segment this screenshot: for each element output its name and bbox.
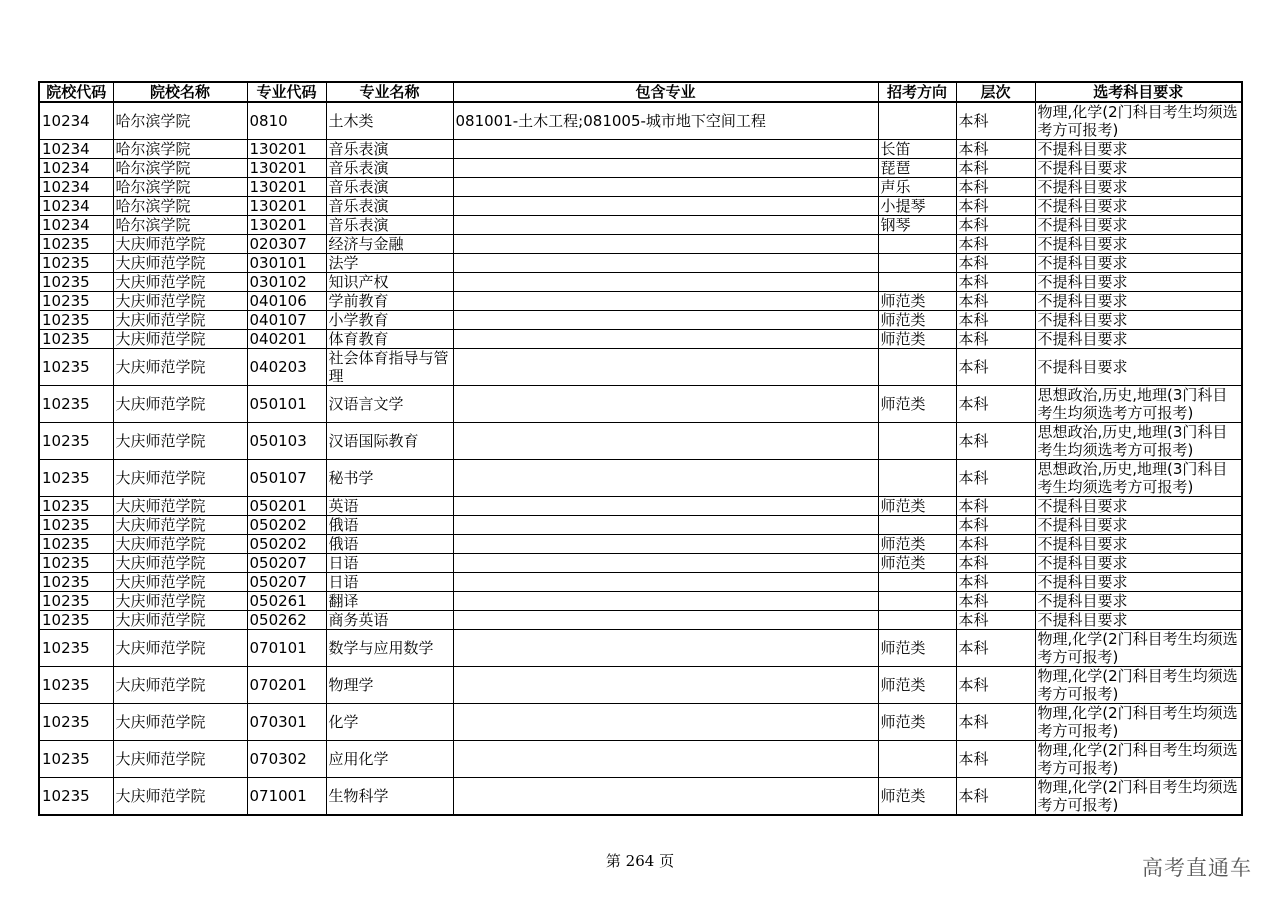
table-row: [39, 592, 1242, 611]
cell-major-code: 030101: [247, 254, 326, 273]
cell-school-name: 大庆师范学院: [113, 386, 247, 423]
table-body: [39, 102, 1242, 815]
cell-major-code: 070201: [247, 667, 326, 704]
cell-direction: 师范类: [878, 704, 956, 741]
cell-major-code: 030102: [247, 273, 326, 292]
cell-level: 本科: [956, 592, 1035, 611]
cell-school-name: 哈尔滨学院: [113, 140, 247, 159]
table-row: [39, 349, 1242, 386]
cell-direction: 师范类: [878, 667, 956, 704]
cell-school-name: 哈尔滨学院: [113, 197, 247, 216]
cell-included-majors: [453, 554, 878, 573]
cell-subject-requirement: 不提科目要求: [1035, 554, 1242, 573]
cell-subject-requirement: 不提科目要求: [1035, 330, 1242, 349]
table-header-row: [39, 82, 1242, 102]
cell-major-name: 知识产权: [326, 273, 453, 292]
cell-included-majors: [453, 159, 878, 178]
cell-subject-requirement: 不提科目要求: [1035, 497, 1242, 516]
cell-level: 本科: [956, 159, 1035, 178]
cell-major-name: 日语: [326, 573, 453, 592]
cell-included-majors: [453, 386, 878, 423]
cell-major-code: 070301: [247, 704, 326, 741]
cell-major-code: 071001: [247, 778, 326, 816]
cell-major-code: 050103: [247, 423, 326, 460]
cell-subject-requirement: 不提科目要求: [1035, 216, 1242, 235]
cell-school-name: 大庆师范学院: [113, 292, 247, 311]
table-row: [39, 611, 1242, 630]
cell-subject-requirement: 不提科目要求: [1035, 535, 1242, 554]
cell-major-code: 130201: [247, 178, 326, 197]
cell-major-name: 经济与金融: [326, 235, 453, 254]
cell-major-code: 040201: [247, 330, 326, 349]
cell-included-majors: [453, 704, 878, 741]
cell-school-name: 哈尔滨学院: [113, 216, 247, 235]
cell-level: 本科: [956, 554, 1035, 573]
cell-school-name: 大庆师范学院: [113, 330, 247, 349]
cell-level: 本科: [956, 386, 1035, 423]
watermark-text: 高考直通车: [1142, 856, 1252, 880]
cell-included-majors: [453, 235, 878, 254]
cell-direction: 长笛: [878, 140, 956, 159]
cell-major-name: 土木类: [326, 102, 453, 140]
cell-level: 本科: [956, 102, 1035, 140]
cell-school-name: 大庆师范学院: [113, 254, 247, 273]
cell-subject-requirement: 不提科目要求: [1035, 573, 1242, 592]
cell-school-code: 10235: [39, 535, 113, 554]
cell-subject-requirement: 不提科目要求: [1035, 197, 1242, 216]
table-row: [39, 778, 1242, 816]
cell-subject-requirement: 思想政治,历史,地理(3门科目考生均须选考方可报考): [1035, 460, 1242, 497]
cell-direction: 师范类: [878, 778, 956, 816]
cell-included-majors: [453, 741, 878, 778]
cell-major-code: 050262: [247, 611, 326, 630]
cell-major-code: 130201: [247, 140, 326, 159]
cell-direction: [878, 592, 956, 611]
cell-school-code: 10235: [39, 235, 113, 254]
cell-school-name: 大庆师范学院: [113, 497, 247, 516]
cell-subject-requirement: 不提科目要求: [1035, 311, 1242, 330]
cell-school-name: 大庆师范学院: [113, 592, 247, 611]
cell-school-code: 10235: [39, 423, 113, 460]
table-row: [39, 573, 1242, 592]
cell-level: 本科: [956, 741, 1035, 778]
cell-school-name: 大庆师范学院: [113, 611, 247, 630]
table-row: [39, 292, 1242, 311]
table-row: [39, 516, 1242, 535]
cell-included-majors: [453, 535, 878, 554]
cell-included-majors: [453, 178, 878, 197]
table-row: [39, 386, 1242, 423]
cell-level: 本科: [956, 611, 1035, 630]
cell-level: 本科: [956, 516, 1035, 535]
cell-included-majors: [453, 254, 878, 273]
header-col-direction: 招考方向: [878, 82, 956, 102]
cell-major-name: 音乐表演: [326, 159, 453, 178]
header-col-school-code: 院校代码: [39, 82, 113, 102]
cell-direction: 师范类: [878, 554, 956, 573]
cell-subject-requirement: 不提科目要求: [1035, 273, 1242, 292]
header-col-school-name: 院校名称: [113, 82, 247, 102]
cell-school-code: 10234: [39, 178, 113, 197]
cell-major-name: 体育教育: [326, 330, 453, 349]
cell-major-name: 应用化学: [326, 741, 453, 778]
cell-school-name: 大庆师范学院: [113, 516, 247, 535]
header-col-included-majors: 包含专业: [453, 82, 878, 102]
cell-major-name: 秘书学: [326, 460, 453, 497]
cell-school-code: 10235: [39, 254, 113, 273]
cell-school-code: 10235: [39, 667, 113, 704]
cell-included-majors: [453, 349, 878, 386]
cell-school-name: 大庆师范学院: [113, 778, 247, 816]
cell-direction: 师范类: [878, 386, 956, 423]
cell-major-name: 音乐表演: [326, 140, 453, 159]
cell-included-majors: [453, 423, 878, 460]
cell-direction: [878, 573, 956, 592]
cell-school-code: 10234: [39, 197, 113, 216]
header-col-level: 层次: [956, 82, 1035, 102]
cell-subject-requirement: 物理,化学(2门科目考生均须选考方可报考): [1035, 741, 1242, 778]
cell-direction: [878, 460, 956, 497]
cell-subject-requirement: 物理,化学(2门科目考生均须选考方可报考): [1035, 630, 1242, 667]
cell-school-code: 10235: [39, 630, 113, 667]
cell-school-code: 10235: [39, 778, 113, 816]
table-row: [39, 254, 1242, 273]
cell-level: 本科: [956, 292, 1035, 311]
cell-level: 本科: [956, 197, 1035, 216]
cell-school-code: 10234: [39, 159, 113, 178]
cell-subject-requirement: 不提科目要求: [1035, 516, 1242, 535]
cell-school-code: 10235: [39, 704, 113, 741]
cell-major-name: 日语: [326, 554, 453, 573]
cell-school-code: 10235: [39, 611, 113, 630]
table-row: [39, 140, 1242, 159]
cell-major-code: 0810: [247, 102, 326, 140]
cell-subject-requirement: 不提科目要求: [1035, 592, 1242, 611]
cell-included-majors: [453, 497, 878, 516]
cell-direction: 师范类: [878, 330, 956, 349]
table-row: [39, 273, 1242, 292]
cell-major-code: 050201: [247, 497, 326, 516]
cell-school-name: 大庆师范学院: [113, 573, 247, 592]
cell-level: 本科: [956, 535, 1035, 554]
cell-direction: 师范类: [878, 497, 956, 516]
cell-major-code: 050202: [247, 516, 326, 535]
cell-level: 本科: [956, 423, 1035, 460]
cell-included-majors: [453, 573, 878, 592]
cell-major-name: 商务英语: [326, 611, 453, 630]
cell-school-code: 10235: [39, 349, 113, 386]
cell-direction: [878, 516, 956, 535]
cell-subject-requirement: 不提科目要求: [1035, 235, 1242, 254]
cell-school-code: 10235: [39, 741, 113, 778]
table-row: [39, 235, 1242, 254]
header-col-major-name: 专业名称: [326, 82, 453, 102]
cell-level: 本科: [956, 235, 1035, 254]
cell-subject-requirement: 不提科目要求: [1035, 349, 1242, 386]
cell-school-name: 大庆师范学院: [113, 704, 247, 741]
cell-subject-requirement: 物理,化学(2门科目考生均须选考方可报考): [1035, 667, 1242, 704]
cell-included-majors: [453, 216, 878, 235]
cell-included-majors: [453, 778, 878, 816]
cell-major-name: 社会体育指导与管理: [326, 349, 453, 386]
table-row: [39, 423, 1242, 460]
cell-direction: 师范类: [878, 292, 956, 311]
cell-included-majors: [453, 592, 878, 611]
cell-school-code: 10235: [39, 516, 113, 535]
cell-included-majors: [453, 140, 878, 159]
cell-major-code: 050202: [247, 535, 326, 554]
table-row: [39, 311, 1242, 330]
cell-direction: 小提琴: [878, 197, 956, 216]
cell-direction: 师范类: [878, 535, 956, 554]
cell-level: 本科: [956, 311, 1035, 330]
table-row: [39, 197, 1242, 216]
cell-included-majors: [453, 516, 878, 535]
table-row: [39, 102, 1242, 140]
cell-major-code: 040203: [247, 349, 326, 386]
table-row: [39, 741, 1242, 778]
cell-school-code: 10235: [39, 460, 113, 497]
cell-level: 本科: [956, 778, 1035, 816]
cell-school-code: 10235: [39, 554, 113, 573]
cell-school-code: 10235: [39, 292, 113, 311]
admission-table: [38, 81, 1243, 816]
cell-major-code: 050207: [247, 554, 326, 573]
cell-subject-requirement: 思想政治,历史,地理(3门科目考生均须选考方可报考): [1035, 423, 1242, 460]
cell-level: 本科: [956, 273, 1035, 292]
cell-school-name: 大庆师范学院: [113, 349, 247, 386]
cell-direction: 师范类: [878, 311, 956, 330]
cell-major-name: 化学: [326, 704, 453, 741]
cell-school-name: 大庆师范学院: [113, 667, 247, 704]
cell-major-name: 俄语: [326, 516, 453, 535]
cell-level: 本科: [956, 667, 1035, 704]
cell-major-name: 小学教育: [326, 311, 453, 330]
cell-subject-requirement: 不提科目要求: [1035, 178, 1242, 197]
cell-major-name: 音乐表演: [326, 178, 453, 197]
cell-school-code: 10235: [39, 573, 113, 592]
cell-major-code: 070302: [247, 741, 326, 778]
table-row: [39, 704, 1242, 741]
cell-direction: [878, 102, 956, 140]
cell-school-code: 10234: [39, 140, 113, 159]
cell-major-code: 130201: [247, 216, 326, 235]
cell-major-code: 040107: [247, 311, 326, 330]
cell-major-name: 汉语国际教育: [326, 423, 453, 460]
cell-direction: 琵琶: [878, 159, 956, 178]
cell-level: 本科: [956, 216, 1035, 235]
cell-school-code: 10235: [39, 330, 113, 349]
cell-major-name: 汉语言文学: [326, 386, 453, 423]
table-row: [39, 667, 1242, 704]
page-number: 第 264 页: [605, 852, 675, 870]
cell-direction: [878, 273, 956, 292]
cell-direction: [878, 349, 956, 386]
cell-level: 本科: [956, 254, 1035, 273]
cell-included-majors: [453, 273, 878, 292]
cell-level: 本科: [956, 630, 1035, 667]
cell-school-name: 大庆师范学院: [113, 311, 247, 330]
cell-major-name: 翻译: [326, 592, 453, 611]
cell-school-name: 大庆师范学院: [113, 741, 247, 778]
cell-direction: [878, 741, 956, 778]
header-col-major-code: 专业代码: [247, 82, 326, 102]
cell-included-majors: [453, 460, 878, 497]
cell-included-majors: [453, 311, 878, 330]
table-row: [39, 216, 1242, 235]
cell-school-code: 10235: [39, 497, 113, 516]
cell-included-majors: [453, 197, 878, 216]
cell-school-name: 大庆师范学院: [113, 235, 247, 254]
cell-level: 本科: [956, 178, 1035, 197]
cell-level: 本科: [956, 573, 1035, 592]
header-col-subject-requirement: 选考科目要求: [1035, 82, 1242, 102]
cell-major-code: 070101: [247, 630, 326, 667]
cell-major-code: 050101: [247, 386, 326, 423]
cell-level: 本科: [956, 704, 1035, 741]
cell-level: 本科: [956, 349, 1035, 386]
cell-major-name: 英语: [326, 497, 453, 516]
cell-major-code: 050107: [247, 460, 326, 497]
cell-major-code: 050261: [247, 592, 326, 611]
cell-school-name: 大庆师范学院: [113, 273, 247, 292]
cell-direction: 师范类: [878, 630, 956, 667]
cell-major-code: 130201: [247, 159, 326, 178]
cell-subject-requirement: 不提科目要求: [1035, 611, 1242, 630]
cell-school-name: 哈尔滨学院: [113, 178, 247, 197]
cell-level: 本科: [956, 330, 1035, 349]
cell-school-name: 大庆师范学院: [113, 535, 247, 554]
cell-included-majors: [453, 611, 878, 630]
cell-major-name: 生物科学: [326, 778, 453, 816]
cell-school-name: 哈尔滨学院: [113, 159, 247, 178]
cell-school-code: 10235: [39, 592, 113, 611]
cell-subject-requirement: 物理,化学(2门科目考生均须选考方可报考): [1035, 102, 1242, 140]
cell-school-name: 大庆师范学院: [113, 460, 247, 497]
cell-major-name: 学前教育: [326, 292, 453, 311]
cell-major-code: 050207: [247, 573, 326, 592]
cell-major-name: 数学与应用数学: [326, 630, 453, 667]
cell-school-code: 10234: [39, 102, 113, 140]
table-row: [39, 535, 1242, 554]
cell-major-name: 法学: [326, 254, 453, 273]
cell-major-name: 俄语: [326, 535, 453, 554]
cell-school-name: 大庆师范学院: [113, 423, 247, 460]
cell-level: 本科: [956, 140, 1035, 159]
cell-subject-requirement: 不提科目要求: [1035, 254, 1242, 273]
cell-major-name: 物理学: [326, 667, 453, 704]
cell-school-name: 哈尔滨学院: [113, 102, 247, 140]
table-row: [39, 630, 1242, 667]
cell-school-code: 10234: [39, 216, 113, 235]
cell-major-code: 130201: [247, 197, 326, 216]
cell-school-code: 10235: [39, 311, 113, 330]
cell-school-name: 大庆师范学院: [113, 630, 247, 667]
cell-included-majors: [453, 630, 878, 667]
cell-included-majors: [453, 330, 878, 349]
cell-subject-requirement: 物理,化学(2门科目考生均须选考方可报考): [1035, 778, 1242, 816]
cell-major-code: 020307: [247, 235, 326, 254]
cell-direction: 钢琴: [878, 216, 956, 235]
table-row: [39, 497, 1242, 516]
table-row: [39, 159, 1242, 178]
cell-included-majors: 081001-土木工程;081005-城市地下空间工程: [453, 102, 878, 140]
cell-major-name: 音乐表演: [326, 216, 453, 235]
cell-subject-requirement: 物理,化学(2门科目考生均须选考方可报考): [1035, 704, 1242, 741]
cell-school-code: 10235: [39, 386, 113, 423]
cell-major-code: 040106: [247, 292, 326, 311]
cell-school-code: 10235: [39, 273, 113, 292]
table-row: [39, 554, 1242, 573]
cell-subject-requirement: 不提科目要求: [1035, 159, 1242, 178]
table-row: [39, 330, 1242, 349]
cell-direction: [878, 254, 956, 273]
cell-level: 本科: [956, 497, 1035, 516]
cell-subject-requirement: 思想政治,历史,地理(3门科目考生均须选考方可报考): [1035, 386, 1242, 423]
cell-school-name: 大庆师范学院: [113, 554, 247, 573]
cell-subject-requirement: 不提科目要求: [1035, 140, 1242, 159]
cell-direction: [878, 235, 956, 254]
cell-subject-requirement: 不提科目要求: [1035, 292, 1242, 311]
cell-level: 本科: [956, 460, 1035, 497]
cell-direction: [878, 611, 956, 630]
cell-included-majors: [453, 667, 878, 704]
cell-direction: [878, 423, 956, 460]
cell-included-majors: [453, 292, 878, 311]
table-row: [39, 460, 1242, 497]
cell-major-name: 音乐表演: [326, 197, 453, 216]
cell-direction: 声乐: [878, 178, 956, 197]
table-row: [39, 178, 1242, 197]
